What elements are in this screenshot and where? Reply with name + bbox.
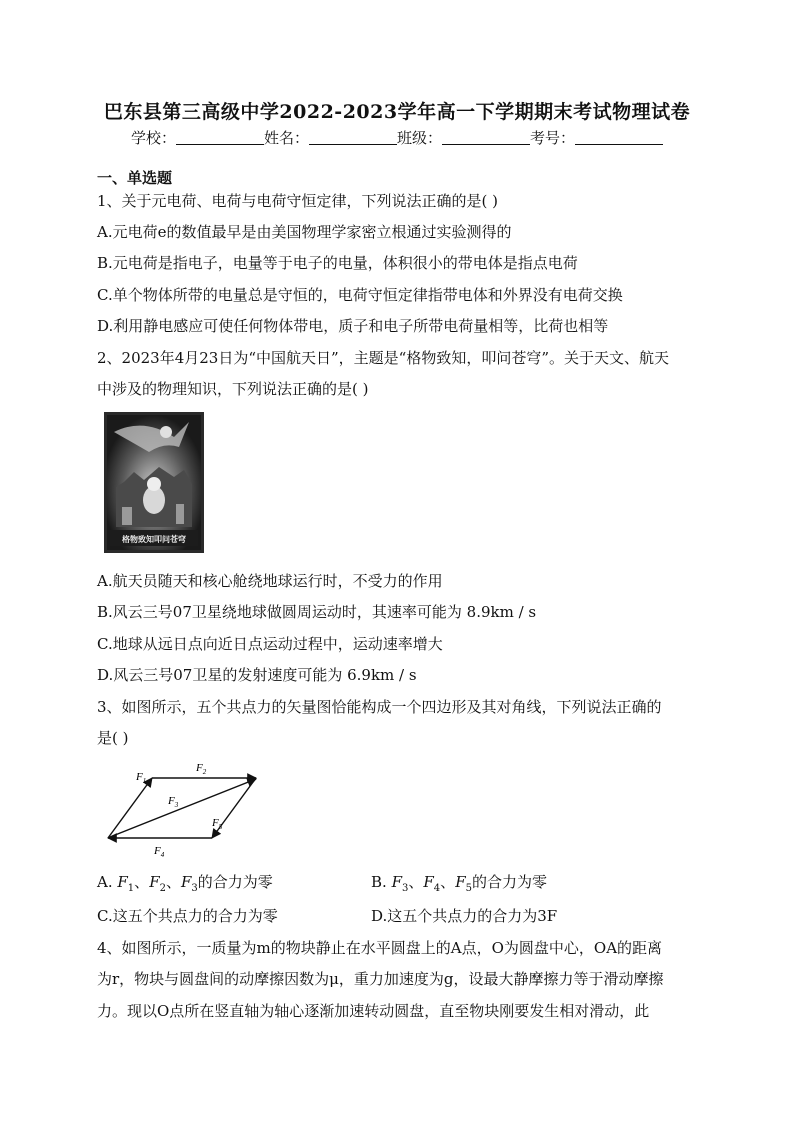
q2-stem-line2: 中涉及的物理知识，下列说法正确的是( ) <box>97 380 369 398</box>
q2-option-d: D.风云三号07卫星的发射速度可能为 6.9km / s <box>97 666 417 684</box>
label-f5: $F_5$ <box>212 817 223 831</box>
label-f2: $F_2$ <box>196 762 207 776</box>
q3-option-c: C.这五个共点力的合力为零 <box>97 907 278 925</box>
q4-stem-line3: 力。现以O点所在竖直轴为轴心逐渐加速转动圆盘，直至物块刚要发生相对滑动，此 <box>97 1002 650 1020</box>
student-info-line <box>0 127 794 148</box>
space-day-poster-image <box>104 412 204 553</box>
q1-option-d: D.利用静电感应可使任何物体带电，质子和电子所带电荷量相等，比荷也相等 <box>97 317 609 335</box>
number-blank[interactable] <box>575 130 663 145</box>
q3-stem-line1: 3、如图所示，五个共点力的矢量图恰能构成一个四边形及其对角线，下列说法正确的 <box>97 698 662 716</box>
q3-option-b: B. $F_3$、$F_4$、$F_5$的合力为零 <box>371 873 547 894</box>
q2-option-a: A.航天员随天和核心舱绕地球运行时，不受力的作用 <box>97 572 443 590</box>
class-blank[interactable] <box>442 130 530 145</box>
label-f3: $F_3$ <box>168 795 179 809</box>
school-blank[interactable] <box>176 130 264 145</box>
q2-option-c: C.地球从远日点向近日点运动过程中，运动速率增大 <box>97 635 443 653</box>
q4-stem-line1: 4、如图所示，一质量为m的物块静止在水平圆盘上的A点，O为圆盘中心，OA的距离 <box>97 939 663 957</box>
q3-stem-line2: 是( ) <box>97 729 129 747</box>
q3-option-a: A. $F_1$、$F_2$、$F_3$的合力为零 <box>97 873 273 894</box>
poster-caption: 格物致知叩问苍穹 <box>122 535 186 544</box>
section-heading: 一、单选题 <box>97 169 173 187</box>
label-f4: $F_4$ <box>154 845 165 859</box>
q1-stem: 1、关于元电荷、电荷与电荷守恒定律，下列说法正确的是( ) <box>97 192 499 210</box>
q2-stem-line1: 2、2023年4月23日为“中国航天日”，主题是“格物致知，叩问苍穹”。关于天文、航天 <box>97 349 670 367</box>
number-label: 考号： <box>530 129 576 147</box>
q1-option-a: A.元电荷e的数值最早是由美国物理学家密立根通过实验测得的 <box>97 223 512 241</box>
q2-option-b: B.风云三号07卫星绕地球做圆周运动时，其速率可能为 8.9km / s <box>97 603 537 621</box>
label-f1: $F_1$ <box>136 771 147 785</box>
q3-option-d: D.这五个共点力的合力为3F <box>371 907 558 925</box>
force-vector-diagram <box>100 756 270 860</box>
name-label: 姓名： <box>263 129 309 147</box>
class-label: 班级： <box>397 129 443 147</box>
school-label: 学校： <box>130 129 176 147</box>
page-title: 巴东县第三高级中学2022-2023学年高一下学期期末考试物理试卷 <box>103 101 691 123</box>
q4-stem-line2: 为r，物块与圆盘间的动摩擦因数为μ，重力加速度为g，设最大静摩擦力等于滑动摩擦 <box>97 970 664 988</box>
q1-option-b: B.元电荷是指电子，电量等于电子的电量，体积很小的带电体是指点电荷 <box>97 254 578 272</box>
q1-option-c: C.单个物体所带的电量总是守恒的，电荷守恒定律指带电体和外界没有电荷交换 <box>97 286 623 304</box>
name-blank[interactable] <box>309 130 397 145</box>
